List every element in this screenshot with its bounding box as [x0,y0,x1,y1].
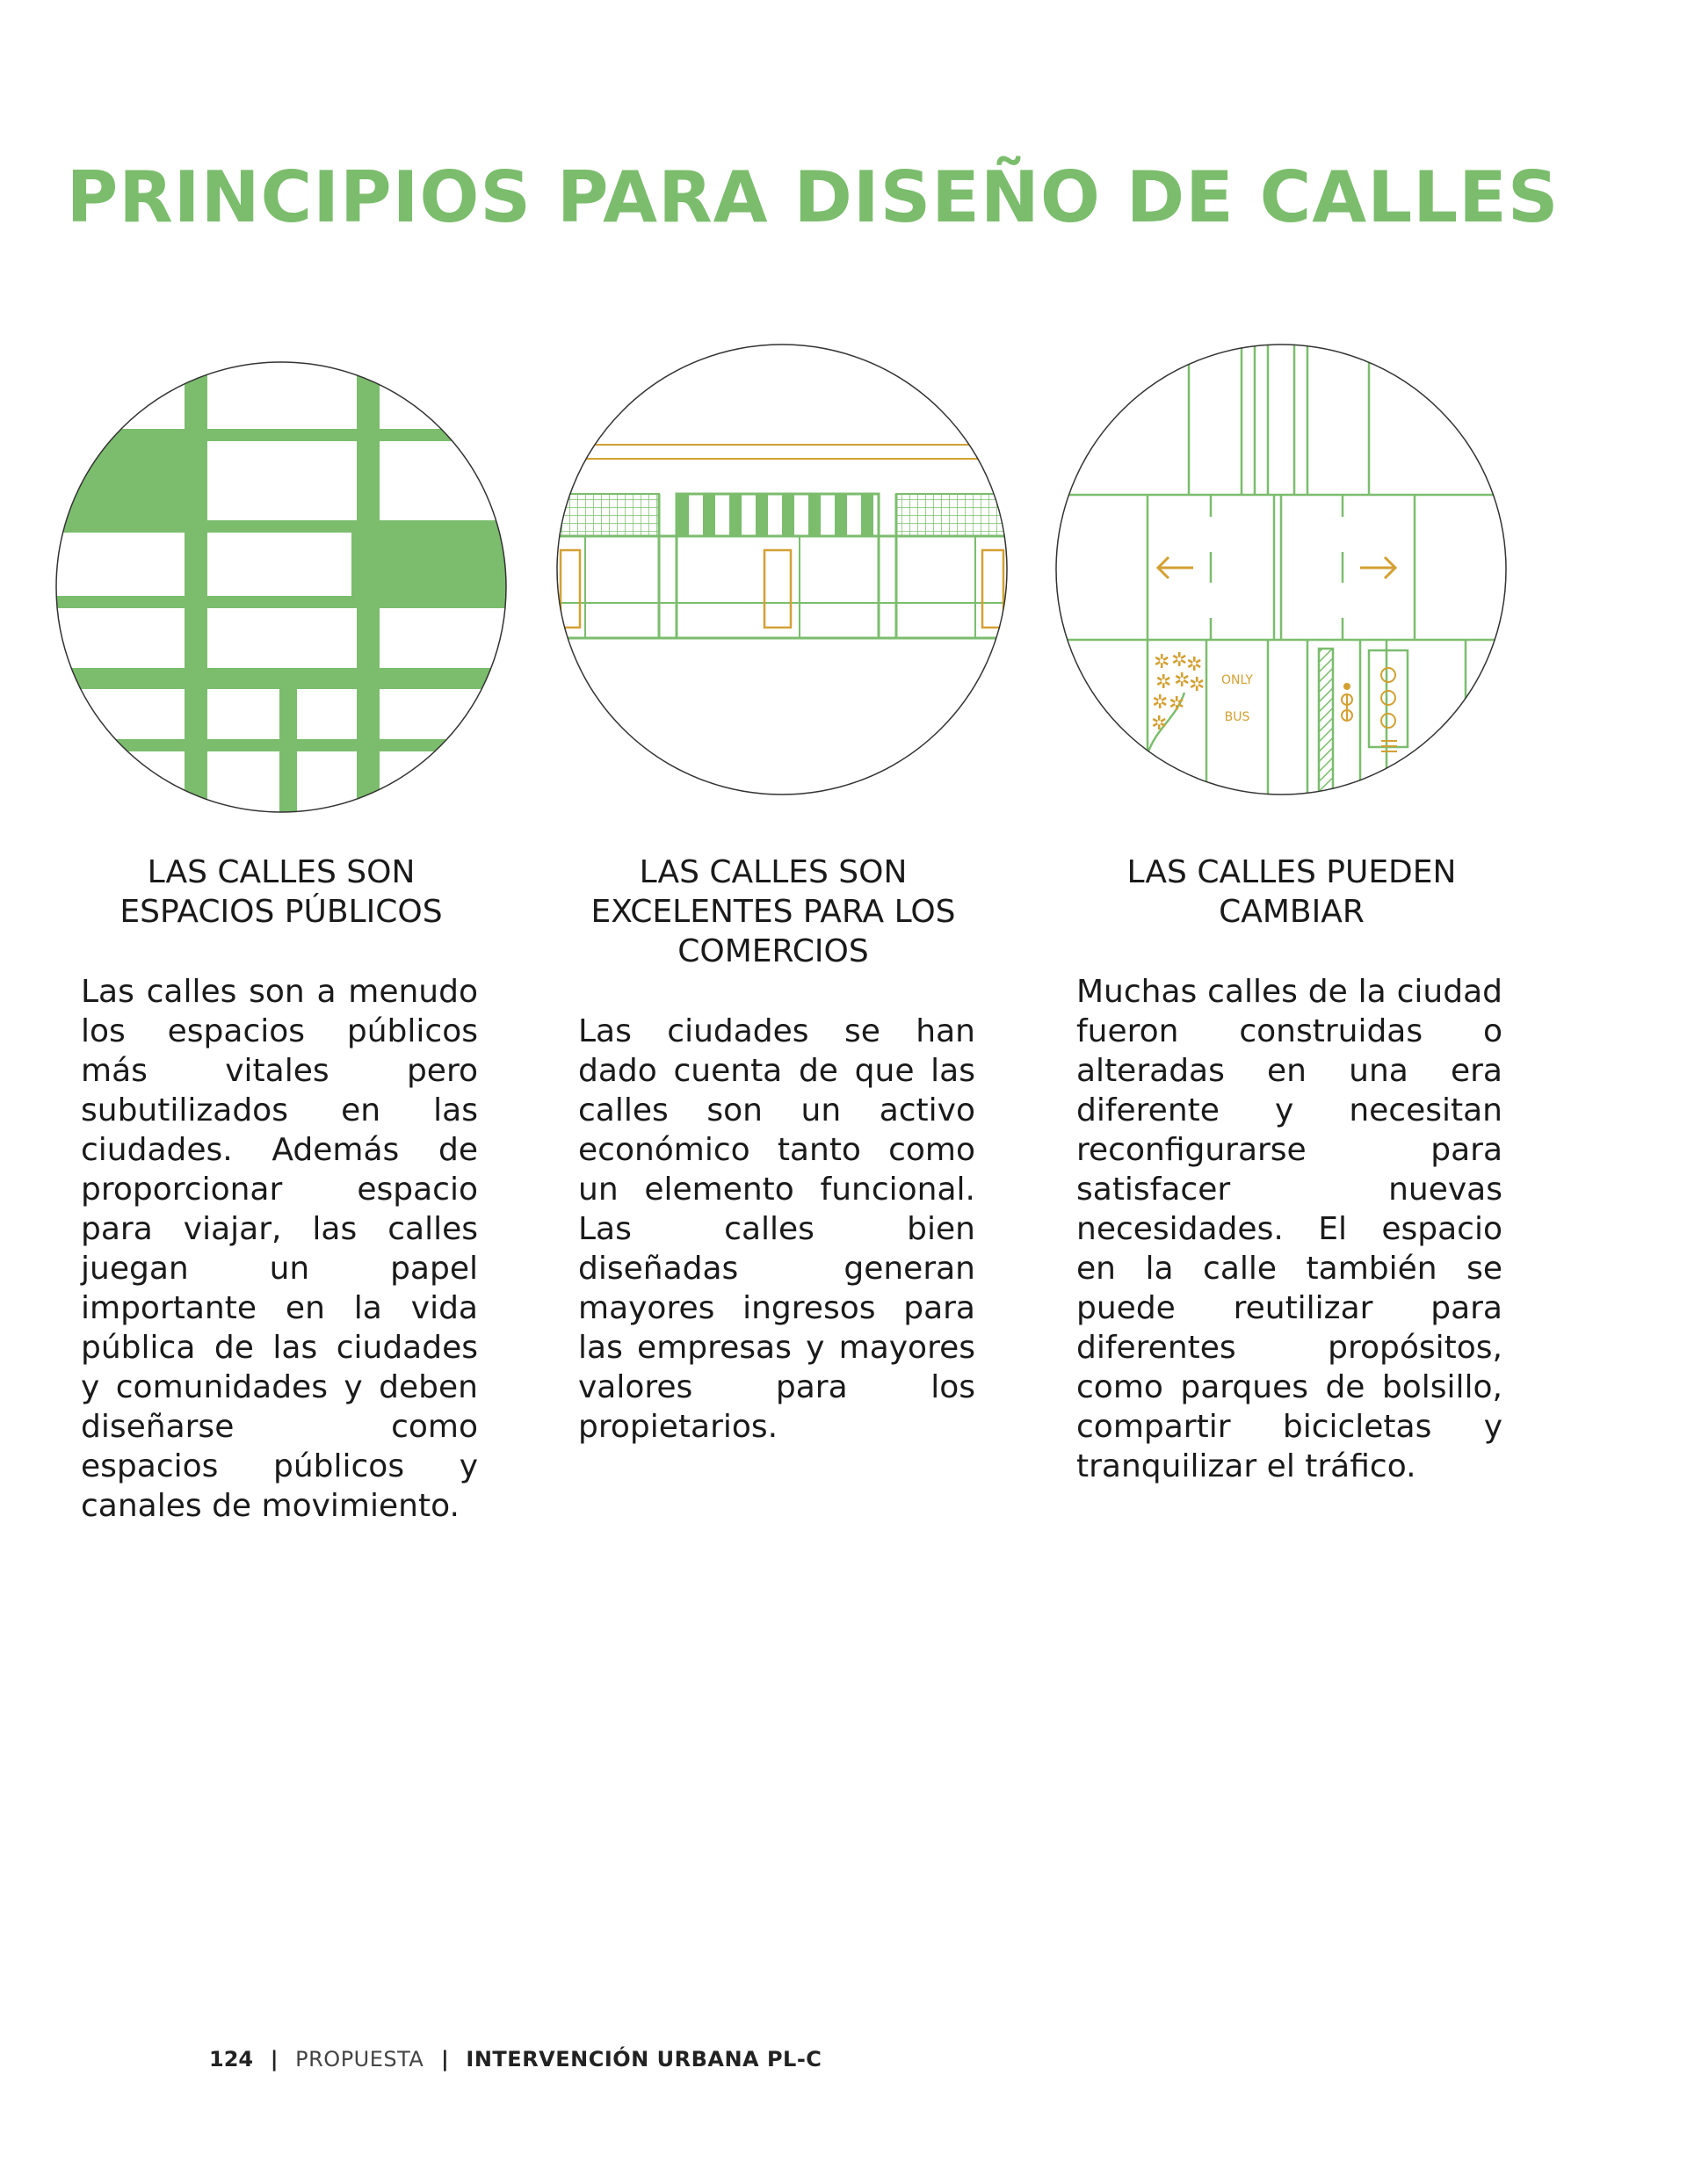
body-comercios: Las ciudades se han dado cuenta de que las calles son un activo económico tanto como un elemento funcional. Las calles bien diseñadas generan mayores ingresos para las empresas y mayores valores para los propietarios. [578,1013,975,1445]
page-title: PRINCIPIOS PARA DISEÑO DE CALLES [66,156,1560,238]
svg-text:✲: ✲ [1151,713,1168,735]
street-marking-only: ONLY [1221,673,1253,687]
svg-text:✲: ✲ [1174,670,1191,692]
storefront-icon [554,341,1010,798]
body-pueden-cambiar: Muchas calles de la ciudad fueron construidas o alteradas en una era diferente y necesitan reconfigurarse para satisfacer nuevas necesidades. El espacio en la calle también se puede reutilizar para diferentes propósitos, como parques de bolsillo, compartir bicicletas y tranquilizar el tráfico. [1076,974,1502,1484]
page-number: 124 [209,2047,254,2072]
body-espacios-publicos: Las calles son a menudo los espacios públicos más vitales pero subutilizados en las ciudades. Además de proporcionar espacio para viajar, las calles juegan un papel importante en la vida pública de las ciudades y comunidades y deben diseñarse como espacios públicos y canales de movimiento. [81,974,478,1524]
footer-separator-2: | [441,2047,449,2072]
svg-text:✲: ✲ [1186,654,1203,676]
page-footer [209,2047,822,2072]
svg-text:✲: ✲ [1189,674,1206,696]
svg-text:✲: ✲ [1155,671,1172,693]
svg-text:✲: ✲ [1152,692,1169,714]
footer-project: INTERVENCIÓN URBANA PL-C [466,2047,822,2072]
heading-espacios-publicos: LAS CALLES SON ESPACIOS PÚBLICOS [119,854,443,930]
street-grid-icon [53,359,510,816]
heading-comercios: LAS CALLES SON EXCELENTES PARA LOS COMERCIOS [590,854,956,969]
footer-separator: | [270,2047,279,2072]
street-marking-bus: BUS [1224,710,1250,724]
street-plan-icon [1053,341,1510,798]
svg-text:✲: ✲ [1169,693,1185,715]
heading-pueden-cambiar: LAS CALLES PUEDEN CAMBIAR [1126,854,1457,930]
svg-text:✲: ✲ [1171,649,1188,671]
footer-section: PROPUESTA [295,2047,424,2072]
svg-text:✲: ✲ [1154,651,1170,673]
